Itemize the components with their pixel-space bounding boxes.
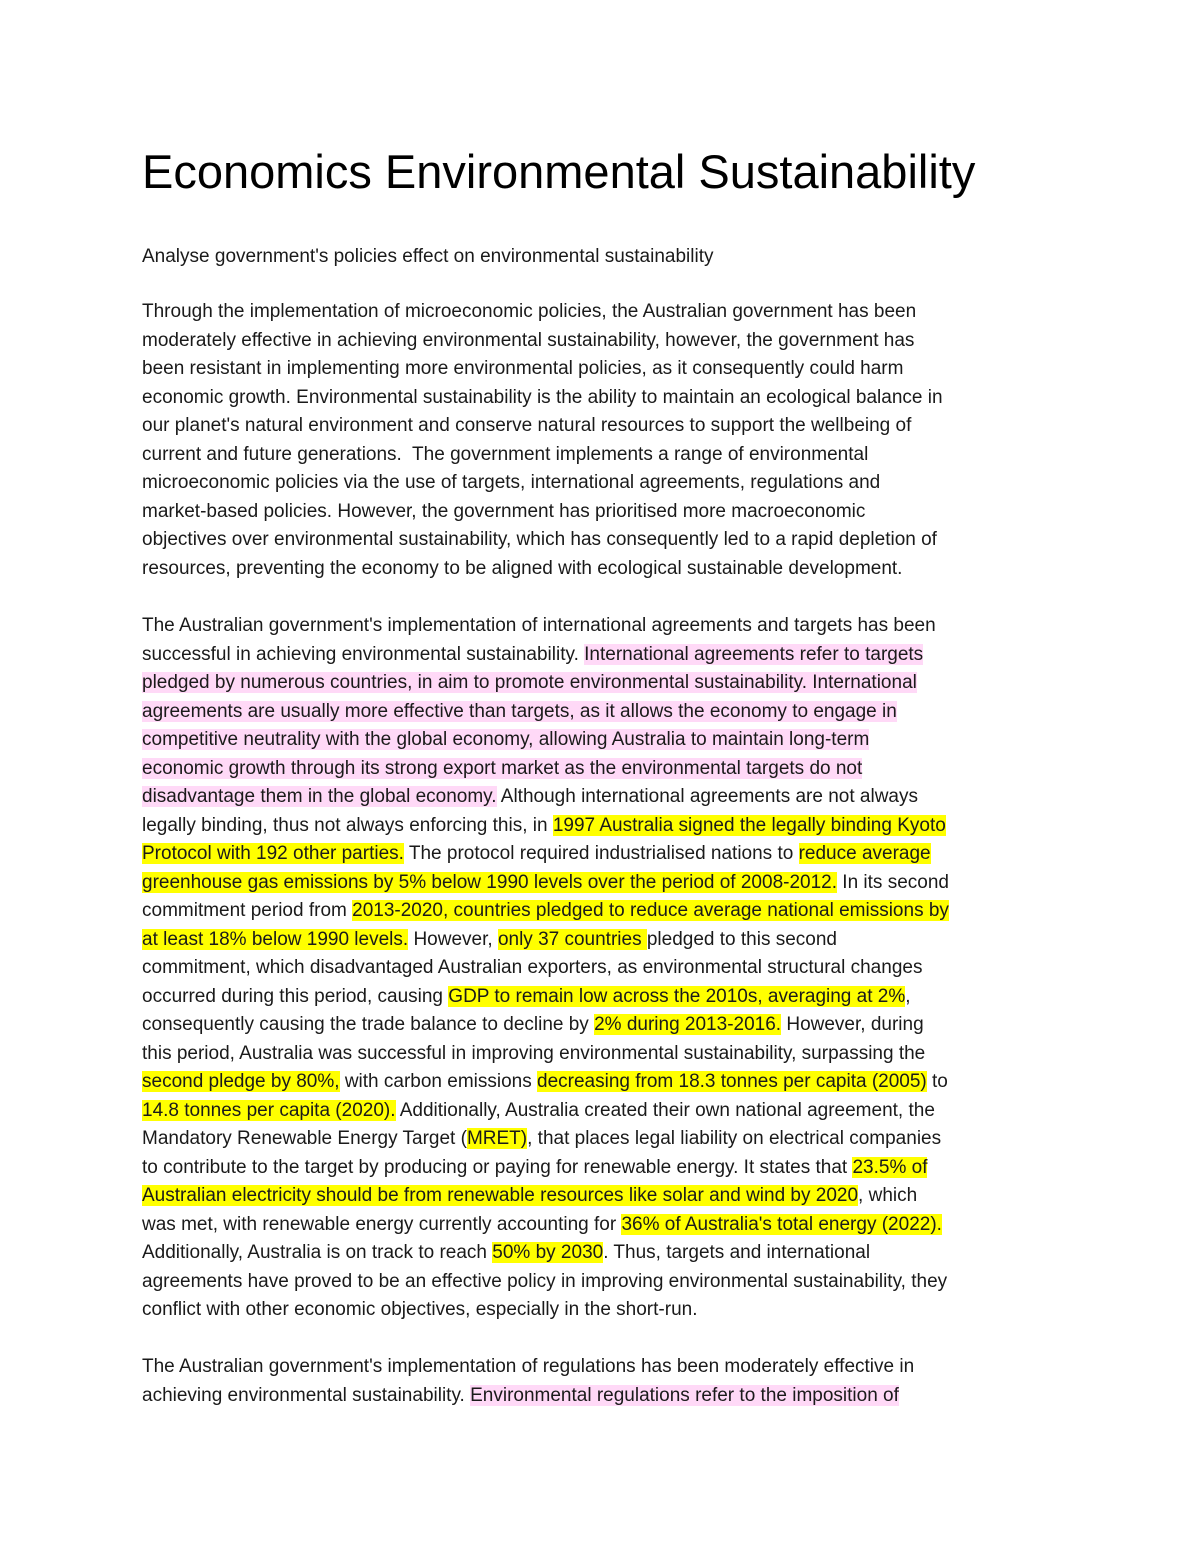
body-text: The Australian government's implementation of international agreements and targets has been [142,615,936,636]
body-text: , which [858,1185,918,1206]
highlighted-definition-text: economic growth through its strong export market as the environmental targets do not [142,757,863,779]
text-line [142,669,1072,698]
body-text: Additionally, Australia created their own national agreement, the [395,1099,935,1121]
text-line [142,1068,1072,1097]
text-line [142,869,1072,898]
text-line [142,1211,1072,1240]
text-line [142,1011,1072,1040]
highlighted-evidence-text: 1997 Australia signed the legally binding Kyoto [552,814,946,836]
body-text: objectives over environmental sustainability, which has consequently led to a rapid depletion of [142,529,937,550]
highlighted-evidence-text: 23.5% of [852,1156,928,1178]
highlighted-evidence-text: only 37 countries [497,928,647,950]
body-text: Additionally, Australia is on track to reach [142,1242,493,1263]
highlighted-evidence-text: GDP to remain low across the 2010s, averaging at 2% [448,985,906,1007]
highlighted-definition-text: disadvantage them in the global economy. [142,786,497,807]
text-line [142,698,1072,727]
body-text: Although international agreements are not always [496,786,918,807]
body-text: resources, preventing the economy to be aligned with ecological sustainable development. [142,557,903,579]
text-line [142,1154,1072,1183]
body-text: was met, with renewable energy currently accounting for [142,1213,622,1235]
text-line [142,1382,1072,1411]
highlighted-evidence-text: 2% during 2013-2016. [594,1014,782,1035]
highlighted-definition-text: competitive neutrality with the global economy, allowing Australia to maintain long-term [142,729,870,750]
body-text: commitment, which disadvantaged Australian exporters, as environmental structural changes [142,957,923,978]
body-text: Mandatory Renewable Energy Target ( [142,1128,467,1149]
text-line [142,412,1072,441]
highlighted-evidence-text: 14.8 tonnes per capita (2020). [142,1099,396,1121]
highlighted-definition-text: agreements are usually more effective than targets, as it allows the economy to engage in [142,700,897,722]
text-line [142,783,1072,812]
text-line [142,526,1072,555]
text-line [142,1040,1072,1069]
body-text: with carbon emissions [339,1071,538,1092]
text-line [142,897,1072,926]
body-text: conflict with other economic objectives, especially in the short-run. [142,1299,698,1320]
body-text: current and future generations. The government implements a range of environmental [142,443,869,465]
text-line [142,840,1072,869]
body-text: our planet's natural environment and conserve natural resources to support the wellbeing of [142,415,912,436]
body-text: agreements have proved to be an effective policy in improving environmental sustainability, they [142,1270,948,1292]
text-line [142,355,1072,384]
body-text: , that places legal liability on electrical companies [527,1128,942,1149]
body-text: moderately effective in achieving environmental sustainability, however, the government has [142,329,915,351]
highlighted-evidence-text: Protocol with 192 other parties. [142,843,404,864]
body-text: Through the implementation of microeconomic policies, the Australian government has been [142,301,917,322]
highlighted-definition-text: Environmental regulations refer to the imposition of [470,1384,899,1406]
text-line [142,755,1072,784]
text-line [142,327,1072,356]
body-text: pledged to this second [646,928,837,950]
body-text: achieving environmental sustainability. [142,1384,471,1406]
body-text: to [926,1071,948,1092]
text-line [142,1268,1072,1297]
body-text: consequently causing the trade balance to decline by [142,1014,595,1035]
paragraph-intro [142,298,1072,583]
highlighted-evidence-text: decreasing from 18.3 tonnes per capita (2005) [537,1071,927,1092]
highlighted-evidence-text: Australian electricity should be from renewable resources like solar and wind by 2020 [142,1185,859,1206]
text-line [142,498,1072,527]
body-text: economic growth. Environmental sustainability is the ability to maintain an ecological balance in [142,386,943,408]
text-line [142,954,1072,983]
highlighted-evidence-text: MRET) [466,1128,528,1149]
body-text: commitment period from [142,900,353,921]
body-text: to contribute to the target by producing or paying for renewable energy. It states that [142,1156,853,1178]
body-text: occurred during this period, causing [142,985,449,1007]
body-text: The Australian government's implementation of regulations has been moderately effective in [142,1356,915,1377]
body-text: However, during [781,1014,924,1035]
body-text: this period, Australia was successful in improving environmental sustainability, surpassing the [142,1042,926,1064]
highlighted-evidence-text: at least 18% below 1990 levels. [142,928,409,950]
highlighted-definition-text: International agreements refer to targets [584,643,924,665]
text-line [142,1125,1072,1154]
text-line [142,641,1072,670]
body-text: market-based policies. However, the government has prioritised more macroeconomic [142,500,866,522]
text-line [142,1353,1072,1382]
highlighted-definition-text: pledged by numerous countries, in aim to promote environmental sustainability. International [142,672,917,693]
body-text: successful in achieving environmental sustainability. [142,643,585,665]
body-text: However, [408,928,498,950]
paragraph-regulations [142,1353,1072,1410]
text-line [142,1239,1072,1268]
text-line [142,384,1072,413]
text-line [142,926,1072,955]
text-line [142,612,1072,641]
text-line [142,298,1072,327]
highlighted-evidence-text: greenhouse gas emissions by 5% below 1990 levels over the period of 2008-2012. [142,871,838,893]
highlighted-evidence-text: second pledge by 80%, [142,1071,340,1092]
paragraph-international-agreements [142,612,1072,1325]
body-text: . Thus, targets and international [603,1242,871,1263]
text-line [142,812,1072,841]
body-text: microeconomic policies via the use of targets, international agreements, regulations and [142,472,881,493]
body-text: been resistant in implementing more environmental policies, as it consequently could harm [142,358,904,379]
text-line [142,1182,1072,1211]
highlighted-evidence-text: 2013-2020, countries pledged to reduce average national emissions by [352,900,949,921]
body-text: legally binding, thus not always enforcing this, in [142,814,553,836]
text-line [142,726,1072,755]
document-title: Economics Environmental Sustainability [142,145,976,198]
text-line [142,1296,1072,1325]
body-text: In its second [837,871,949,893]
document-subtitle: Analyse government's policies effect on environmental sustainability [142,246,714,267]
text-line [142,469,1072,498]
highlighted-evidence-text: 50% by 2030 [492,1242,604,1263]
text-line [142,441,1072,470]
text-line [142,555,1072,584]
text-line [142,1097,1072,1126]
body-text: , [905,985,911,1007]
text-line [142,983,1072,1012]
body-text: The protocol required industrialised nations to [403,843,799,864]
highlighted-evidence-text: 36% of Australia's total energy (2022). [621,1213,942,1235]
highlighted-evidence-text: reduce average [798,843,931,864]
